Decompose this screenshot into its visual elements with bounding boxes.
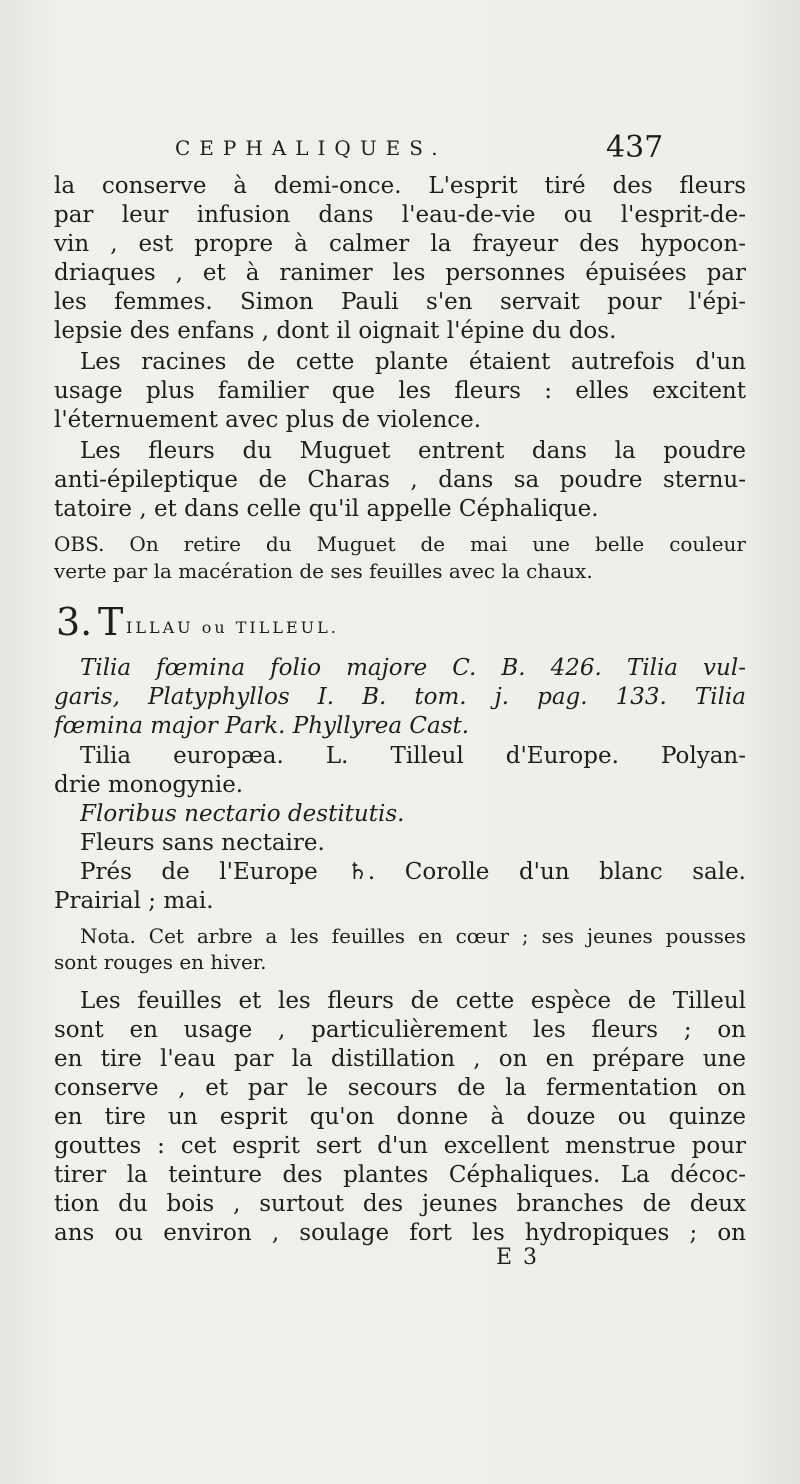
text-line: Les fleurs du Muguet entrent dans la poudre — [80, 438, 746, 464]
text-line: les femmes. Simon Pauli s'en servait pour l'épi- — [54, 289, 746, 315]
text-line: lepsie des enfans , dont il oignait l'épine du dos. — [54, 318, 617, 344]
fleurs-line: Fleurs sans nectaire. — [80, 830, 325, 856]
text-line: en tire l'eau par la distillation , on en prépare une — [54, 1046, 746, 1072]
text-line: la conserve à demi-once. L'esprit tiré des fleurs — [54, 173, 746, 199]
synonym-line: Tilia fœmina folio majore C. B. 426. Tilia vul- — [80, 655, 746, 681]
page-number: 437 — [606, 130, 664, 165]
text-line: gouttes : cet esprit sert d'un excellent menstrue pour — [54, 1133, 746, 1159]
text-line: sont en usage , particulièrement les fleurs ; on — [54, 1017, 746, 1043]
obs-line: verte par la macération de ses feuilles avec la chaux. — [54, 559, 593, 583]
text-line: tatoire , et dans celle qu'il appelle Céphalique. — [54, 496, 599, 522]
text-line: tirer la teinture des plantes Céphaliques. La décoc- — [54, 1162, 746, 1188]
text-line: drie monogynie. — [54, 772, 244, 798]
text-line: vin , est propre à calmer la frayeur des hypocon- — [54, 231, 746, 257]
signature-mark: E 3 — [496, 1245, 540, 1270]
text-line: Prés de l'Europe ♄. Corolle d'un blanc sale. — [80, 859, 746, 885]
section-title: ILLAU ou TILLEUL. — [126, 618, 339, 637]
text-line: en tire un esprit qu'on donne à douze ou quinze — [54, 1104, 746, 1130]
text-line: par leur infusion dans l'eau-de-vie ou l'esprit-de- — [54, 202, 746, 228]
text-line: Les racines de cette plante étaient autrefois d'un — [80, 349, 746, 375]
text-line: tion du bois , surtout des jeunes branches de deux — [54, 1191, 746, 1217]
synonym-line: fœmina major Park. Phyllyrea Cast. — [54, 713, 470, 739]
text-line: usage plus familier que les fleurs : elles excitent — [54, 378, 746, 404]
text-line: Prairial ; mai. — [54, 888, 214, 914]
nota-line: Nota. Cet arbre a les feuilles en cœur ; ses jeunes pousses — [80, 924, 746, 948]
obs-line: OBS. On retire du Muguet de mai une belle couleur — [54, 532, 746, 556]
running-title: CEPHALIQUES. — [175, 136, 447, 160]
floribus-line: Floribus nectario destitutis. — [80, 801, 405, 827]
text-line: Tilia europæa. L. Tilleul d'Europe. Polyan- — [80, 743, 746, 769]
text-line: l'éternuement avec plus de violence. — [54, 407, 482, 433]
synonym-line: garis, Platyphyllos I. B. tom. j. pag. 133. Tilia — [54, 684, 746, 710]
text-line: Les feuilles et les fleurs de cette espèce de Tilleul — [80, 988, 746, 1014]
section-initial: T — [98, 600, 124, 644]
text-line: anti-épileptique de Charas , dans sa poudre sternu- — [54, 467, 746, 493]
text-line: ans ou environ , soulage fort les hydropiques ; on — [54, 1220, 746, 1246]
section-number: 3. — [56, 600, 93, 644]
nota-line: sont rouges en hiver. — [54, 950, 267, 974]
text-line: driaques , et à ranimer les personnes épuisées par — [54, 260, 746, 286]
text-line: conserve , et par le secours de la fermentation on — [54, 1075, 746, 1101]
